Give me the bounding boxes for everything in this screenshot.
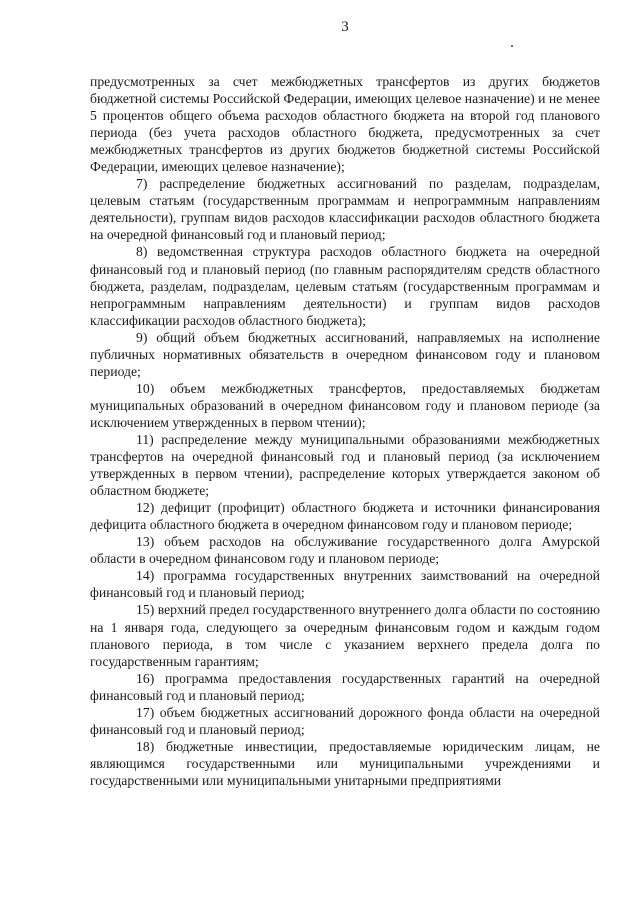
paragraph-item-8: 8) ведомственная структура расходов областного бюджета на очередной финансовый год и плановый период (по главным распорядителям средств областного бюджета, разделам, подразделам, целевым статьям (государственным программам и непрограммным направлениям деятельности) и группам видов расходов классификации расходов областного бюджета); <box>90 244 600 328</box>
paragraph-item-12: 12) дефицит (профицит) областного бюджета и источники финансирования дефицита областного бюджета в очередном финансовом году и плановом периоде; <box>90 500 600 533</box>
paragraph-item-11: 11) распределение между муниципальными образованиями межбюджетных трансфертов на очередной финансовый год и плановый период (за исключением утвержденных в первом чтении), распределение которых утверждается законом об областном бюджете; <box>90 431 600 499</box>
paragraph-item-16: 16) программа предоставления государственных гарантий на очередной финансовый год и плановый период; <box>90 670 600 703</box>
paragraph-item-14: 14) программа государственных внутренних заимствований на очередной финансовый год и плановый период; <box>90 568 600 601</box>
paragraph-continuation: предусмотренных за счет межбюджетных трансфертов из других бюджетов бюджетной системы Российской Федерации, имеющих целевое назначение) и не менее 5 процентов общего объема расходов областного бюджета на второй год планового периода (без учета расходов областного бюджета, предусмотренных за счет межбюджетных трансфертов из других бюджетов бюджетной системы Российской Федерации, имеющих целевое назначение); <box>90 74 600 175</box>
scan-speck <box>511 45 513 47</box>
paragraph-item-15: 15) верхний предел государственного внутреннего долга области по состоянию на 1 января года, следующего за очередным финансовым годом и каждым годом планового периода, в том числе с указанием верхнего предела долга по государственным гарантиям; <box>90 602 600 669</box>
paragraph-item-10: 10) объем межбюджетных трансфертов, предоставляемых бюджетам муниципальных образований в очередном финансовом году и плановом периоде (за исключением утвержденных в первом чтении); <box>90 380 600 430</box>
paragraph-item-13: 13) объем расходов на обслуживание государственного долга Амурской области в очередном финансовом году и плановом периоде; <box>90 534 600 567</box>
paragraph-item-7: 7) распределение бюджетных ассигнований по разделам, подразделам, целевым статьям (государственным программам и непрограммным направлениям деятельности), группам видов расходов классификации расходов областного бюджета на очередной финансовый год и плановый период; <box>90 176 600 243</box>
paragraph-item-9: 9) общий объем бюджетных ассигнований, направляемых на исполнение публичных нормативных обязательств в очередном финансовом году и плановом периоде; <box>90 329 600 379</box>
paragraph-item-18: 18) бюджетные инвестиции, предоставляемые юридическим лицам, не являющимся государственными или муниципальными учреждениями и государственными или муниципальными унитарными предприятиями <box>90 738 600 788</box>
paragraph-item-17: 17) объем бюджетных ассигнований дорожного фонда области на очередной финансовый год и плановый период; <box>90 704 600 737</box>
document-body <box>90 73 600 789</box>
page-number: 3 <box>341 19 349 35</box>
